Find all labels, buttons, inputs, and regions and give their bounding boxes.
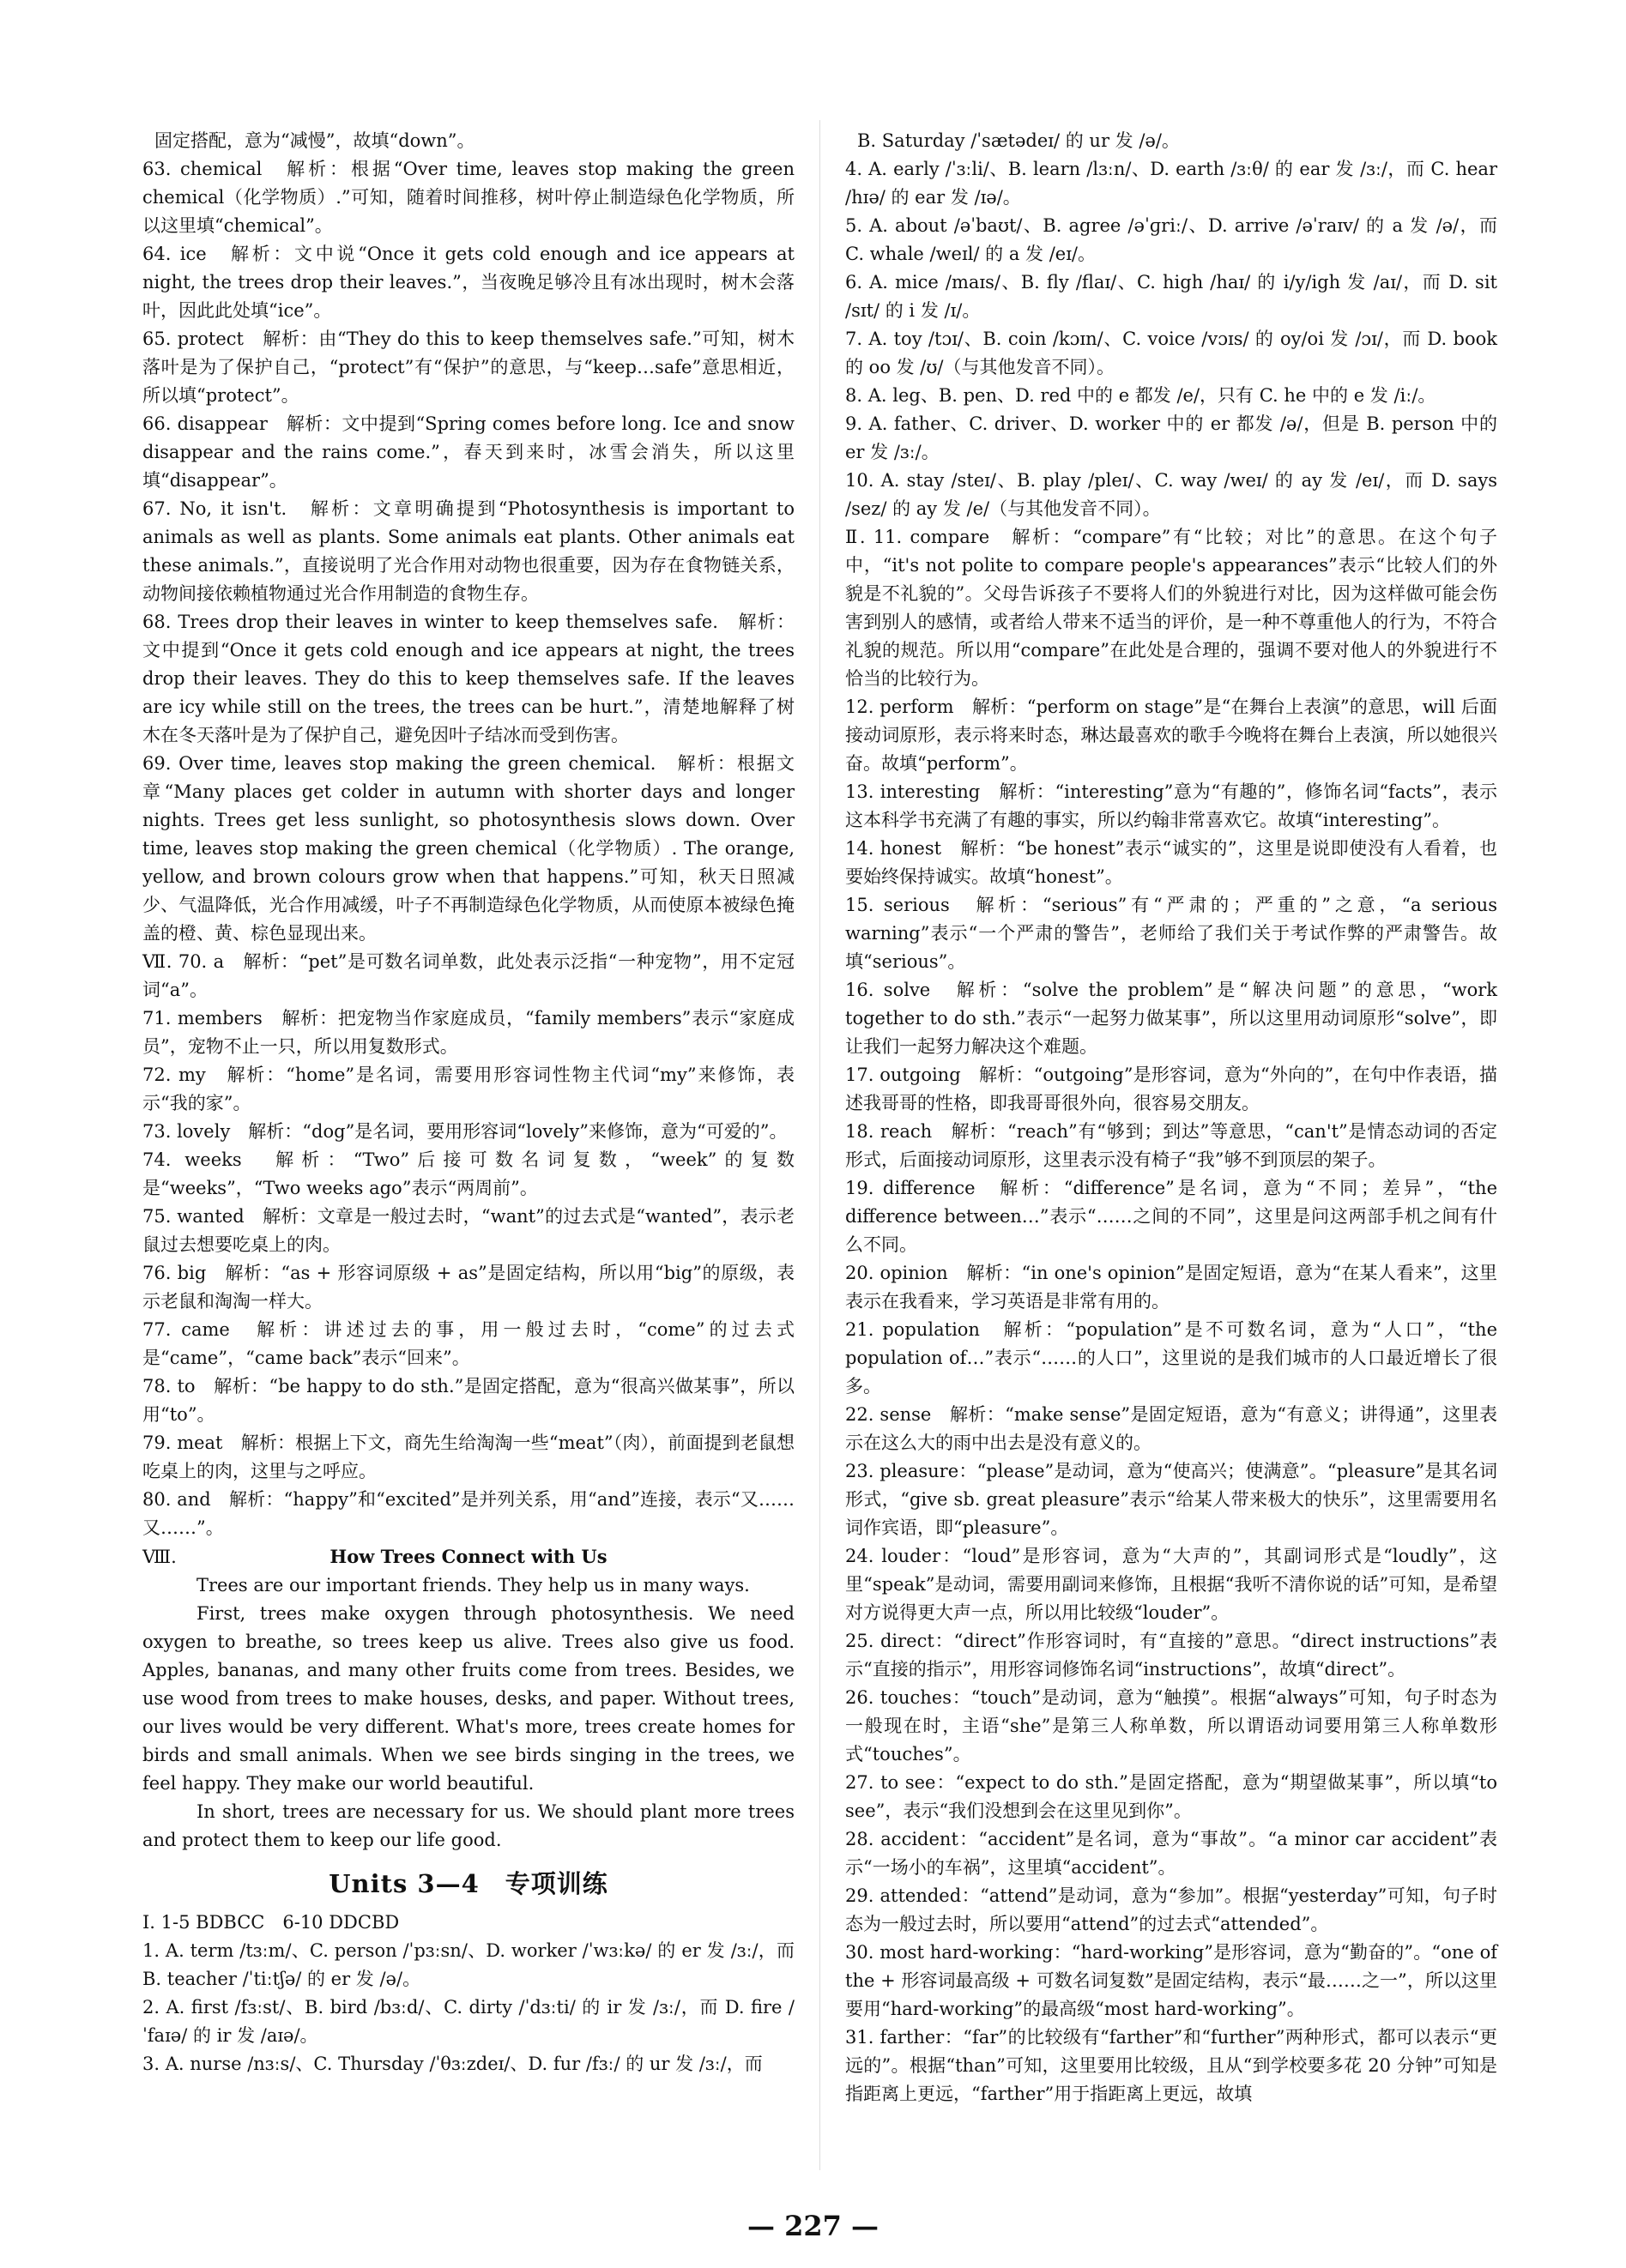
answer-entry: 18. reach 解析：“reach”有“够到；到达”等意思，“can't”是情态动词的否定形式，后面接动词原形，这里表示没有椅子“我”够不到顶层的架子。: [845, 1121, 1497, 1170]
answer-entry: 30. most hard-working：“hard-working”是形容词，意为“勤奋的”。“one of the + 形容词最高级 + 可数名词复数”是固定结构，表示“最……之一”，所以这里要用“hard-working”的最高级“most hard-working”。: [845, 1942, 1497, 2019]
answer-entry: 67. No, it isn't. 解析：文章明确提到“Photosynthesis is important to animals as well as plants. Some animals eat plants. Other animals eat these animals.”，直接说明了光合作用对动物也很重要，因为存在食物链关系，动物间接依赖植物通过光合作用制造的食物生存。: [142, 498, 795, 604]
answer-entry: 1. A. term /tɜːm/、C. person /ˈpɜːsn/、D. worker /ˈwɜːkə/ 的 er 发 /ɜː/，而 B. teacher /ˈtiːtʃə/ 的 er 发 /ə/。: [142, 1940, 795, 1989]
answer-entry: 14. honest 解析：“be honest”表示“诚实的”，这里是说即使没有人看着，也要始终保持诚实。故填“honest”。: [845, 838, 1497, 887]
answer-entry: 9. A. father、C. driver、D. worker 中的 er 都发 /ə/，但是 B. person 中的 er 发 /ɜː/。: [845, 413, 1497, 462]
answer-entry: 6. A. mice /maɪs/、B. fly /flaɪ/、C. high /haɪ/ 的 i/y/igh 发 /aɪ/，而 D. sit /sɪt/ 的 i 发 /ɪ/。: [845, 272, 1497, 321]
answer-entry: 7. A. toy /tɔɪ/、B. coin /kɔɪn/、C. voice /vɔɪs/ 的 oy/oi 发 /ɔɪ/，而 D. book 的 oo 发 /ʊ/（与其他发音不同）。: [845, 329, 1497, 377]
answer-entry: 79. meat 解析：根据上下文，商先生给淘淘一些“meat”（肉），前面提到老鼠想吃桌上的肉，这里与之呼应。: [142, 1433, 795, 1481]
answer-entry: 71. members 解析：把宠物当作家庭成员，“family members”表示“家庭成员”，宠物不止一只，所以用复数形式。: [142, 1008, 795, 1057]
section-title: Units 3—4 专项训练: [329, 1869, 608, 1898]
answer-entry: 29. attended：“attend”是动词，意为“参加”。根据“yesterday”可知，句子时态为一般过去时，所以要用“attend”的过去式“attended”。: [845, 1885, 1497, 1934]
essay-title: How Trees Connect with Us: [329, 1546, 607, 1567]
answer-entry: 2. A. first /fɜːst/、B. bird /bɜːd/、C. dirty /ˈdɜːti/ 的 ir 发 /ɜː/，而 D. fire /ˈfaɪə/ 的 ir 发 /aɪə/。: [142, 1997, 795, 2046]
answer-entry: 23. pleasure：“please”是动词，意为“使高兴；使满意”。“pleasure”是其名词形式，“give sb. great pleasure”表示“给某人带来极大的快乐”，这里需要用名词作宾语，即“pleasure”。: [845, 1461, 1497, 1538]
answer-entry: 4. A. early /ˈɜːli/、B. learn /lɜːn/、D. earth /ɜːθ/ 的 ear 发 /ɜː/，而 C. hear /hɪə/ 的 ear 发 /ɪə/。: [845, 159, 1497, 208]
answer-entry: 27. to see：“expect to do sth.”是固定搭配，意为“期望做某事”，所以填“to see”，表示“我们没想到会在这里见到你”。: [845, 1772, 1497, 1821]
right-column: [845, 127, 1497, 2108]
answer-entry: Ⅰ. 1-5 BDBCC 6-10 DDCBD: [142, 1912, 400, 1933]
answer-entry: 75. wanted 解析：文章是一般过去时，“want”的过去式是“wanted”，表示老鼠过去想要吃桌上的肉。: [142, 1206, 795, 1255]
essay-section: [142, 1542, 795, 1855]
answer-entry: 20. opinion 解析：“in one's opinion”是固定短语，意为“在某人看来”，这里表示在我看来，学习英语是非常有用的。: [845, 1263, 1497, 1312]
answer-entry: 固定搭配，意为“减慢”，故填“down”。: [154, 130, 475, 151]
answer-entry: 65. protect 解析：由“They do this to keep themselves safe.”可知，树木落叶是为了保护自己，“protect”有“保护”的意思，与“keep…safe”意思相近，所以填“protect”。: [142, 329, 795, 406]
answer-entry: 24. louder：“loud”是形容词，意为“大声的”，其副词形式是“loudly”，这里“speak”是动词，需要用副词来修饰，且根据“我听不清你说的话”可知，是希望对方说得更大声一点，所以用比较级“louder”。: [845, 1546, 1497, 1623]
answer-entry: Ⅱ. 11. compare 解析：“compare”有“比较；对比”的意思。在这个句子中，“it's not polite to compare people's appearances”表示“比较人们的外貌是不礼貌的”。父母告诉孩子不要将人们的外貌进行对比，因为这样做可能会伤害到别人的感情，或者给人带来不适当的评价，是一种不尊重他人的行为，不符合礼貌的规范。所以用“compare”在此处是合理的，强调不要对他人的外貌进行不恰当的比较行为。: [845, 527, 1497, 689]
answer-entry: 64. ice 解析：文中说“Once it gets cold enough and ice appears at night, the trees drop their leaves.”，当夜晚足够冷且有冰出现时，树木会落叶，因此此处填“ice”。: [142, 244, 795, 321]
answer-entry: 13. interesting 解析：“interesting”意为“有趣的”，修饰名词“facts”，表示这本科学书充满了有趣的事实，所以约翰非常喜欢它。故填“interesting”。: [845, 781, 1497, 830]
answer-entry: 63. chemical 解析：根据“Over time, leaves stop making the green chemical（化学物质）.”可知，随着时间推移，树叶停止制造绿色化学物质，所以这里填“chemical”。: [142, 159, 795, 236]
answer-entry: B. Saturday /ˈsætədeɪ/ 的 ur 发 /ə/。: [857, 130, 1180, 151]
answer-entry: 17. outgoing 解析：“outgoing”是形容词，意为“外向的”，在句中作表语，描述我哥哥的性格，即我哥哥很外向，很容易交朋友。: [845, 1065, 1497, 1113]
answer-entry: 8. A. leg、B. pen、D. red 中的 e 都发 /e/，只有 C. he 中的 e 发 /iː/。: [845, 385, 1436, 406]
answer-entry: 16. solve 解析：“solve the problem”是“解决问题”的意思，“work together to do sth.”表示“一起努力做某事”，所以这里用动词原形“solve”，即让我们一起努力解决这个难题。: [845, 980, 1497, 1057]
column-divider: [819, 120, 820, 2170]
answer-entry: 73. lovely 解析：“dog”是名词，要用形容词“lovely”来修饰，意为“可爱的”。: [142, 1121, 788, 1142]
answer-entry: 31. farther：“far”的比较级有“farther”和“further”两种形式，都可以表示“更远的”。根据“than”可知，这里要用比较级，且从“到学校要多花 20 分钟”可知是指距离上更远，“farther”用于指距离上更远，故填: [845, 2027, 1497, 2104]
essay-paragraph: First, trees make oxygen through photosynthesis. We need oxygen to breathe, so trees keep us alive. Trees also give us food. Apples, bananas, and many other fruits come from trees. Besides, we use wood from trees to make houses, desks, and paper. Without trees, our lives would be very different. What's more, trees create homes for birds and small animals. When we see birds singing in the trees, we feel happy. They make our world beautiful.: [142, 1603, 795, 1794]
answer-entry: 22. sense 解析：“make sense”是固定短语，意为“有意义；讲得通”，这里表示在这么大的雨中出去是没有意义的。: [845, 1404, 1497, 1453]
answer-entry: 12. perform 解析：“perform on stage”是“在舞台上表演”的意思，will 后面接动词原形，表示将来时态，琳达最喜欢的歌手今晚将在舞台上表演，所以她很兴奋。故填“perform”。: [845, 697, 1497, 774]
answer-entry: 15. serious 解析：“serious”有“严肃的；严重的”之意，“a serious warning”表示“一个严肃的警告”，老师给了我们关于考试作弊的严肃警告。故填“serious”。: [845, 895, 1497, 972]
essay-label: Ⅷ.: [142, 1547, 177, 1567]
answer-entry: 21. population 解析：“population”是不可数名词，意为“人口”，“the population of…”表示“……的人口”，这里说的是我们城市的人口最近增长了很多。: [845, 1319, 1497, 1396]
answer-entry: 5. A. about /əˈbaʊt/、B. agree /əˈɡriː/、D. arrive /əˈraɪv/ 的 a 发 /ə/，而 C. whale /weɪl/ 的 a 发 /eɪ/。: [845, 215, 1497, 264]
answer-entry: 77. came 解析：讲述过去的事，用一般过去时，“come”的过去式是“came”，“came back”表示“回来”。: [142, 1319, 795, 1368]
answer-entry: 25. direct：“direct”作形容词时，有“直接的”意思。“direct instructions”表示“直接的指示”，用形容词修饰名词“instructions”，故填“direct”。: [845, 1631, 1497, 1680]
answer-entry: 68. Trees drop their leaves in winter to keep themselves safe. 解析：文中提到“Once it gets cold enough and ice appears at night, the trees drop their leaves. They do this to keep themselves safe. If the leaves are icy while still on the trees, the trees can be hurt.”，清楚地解释了树木在冬天落叶是为了保护自己，避免因叶子结冰而受到伤害。: [142, 612, 795, 745]
left-column: [142, 127, 795, 2078]
answer-entry: 69. Over time, leaves stop making the green chemical. 解析：根据文章“Many places get colder in autumn with shorter days and longer nights. Trees get less sunlight, so photosynthesis slows down. Over time, leaves stop making the green chemical（化学物质）. The orange, yellow, and brown colours grow when that happens.”可知，秋天日照减少、气温降低，光合作用减缓，叶子不再制造绿色化学物质，从而使原本被绿色掩盖的橙、黄、棕色显现出来。: [142, 753, 795, 944]
essay-paragraph: In short, trees are necessary for us. We should plant more trees and protect them to keep our life good.: [142, 1801, 795, 1850]
answer-entry: 72. my 解析：“home”是名词，需要用形容词性物主代词“my”来修饰，表示“我的家”。: [142, 1065, 795, 1113]
answer-entry: 78. to 解析：“be happy to do sth.”是固定搭配，意为“很高兴做某事”，所以用“to”。: [142, 1376, 795, 1425]
essay-paragraph: Trees are our important friends. They help us in many ways.: [196, 1575, 750, 1595]
answer-entry: 80. and 解析：“happy”和“excited”是并列关系，用“and”连接，表示“又……又……”。: [142, 1489, 795, 1538]
answer-entry: 19. difference 解析：“difference”是名词，意为“不同；差异”，“the difference between…”表示“……之间的不同”，这里是问这两部手机之间有什么不同。: [845, 1178, 1497, 1255]
answer-entry: 26. touches：“touch”是动词，意为“触摸”。根据“always”可知，句子时态为一般现在时，主语“she”是第三人称单数，所以谓语动词要用第三人称单数形式“touches”。: [845, 1687, 1497, 1764]
page-number: — 227 —: [747, 2210, 879, 2242]
answer-entry: 66. disappear 解析：文中提到“Spring comes before long. Ice and snow disappear and the rains come.”，春天到来时，冰雪会消失，所以这里填“disappear”。: [142, 413, 795, 491]
answer-entry: 76. big 解析：“as + 形容词原级 + as”是固定结构，所以用“big”的原级，表示老鼠和淘淘一样大。: [142, 1263, 795, 1312]
answer-entry: 10. A. stay /steɪ/、B. play /pleɪ/、C. way /weɪ/ 的 ay 发 /eɪ/，而 D. says /sez/ 的 ay 发 /e/（与其他发音不同）。: [845, 470, 1497, 519]
answer-entry: Ⅶ. 70. a 解析：“pet”是可数名词单数，此处表示泛指“一种宠物”，用不定冠词“a”。: [142, 951, 795, 1000]
answer-entry: 74. weeks 解析：“Two”后接可数名词复数，“week”的复数是“weeks”，“Two weeks ago”表示“两周前”。: [142, 1149, 795, 1198]
answer-entry: 28. accident：“accident”是名词，意为“事故”。“a minor car accident”表示“一场小的车祸”，这里填“accident”。: [845, 1829, 1497, 1878]
answer-entry: 3. A. nurse /nɜːs/、C. Thursday /ˈθɜːzdeɪ/、D. fur /fɜː/ 的 ur 发 /ɜː/，而: [142, 2054, 763, 2074]
